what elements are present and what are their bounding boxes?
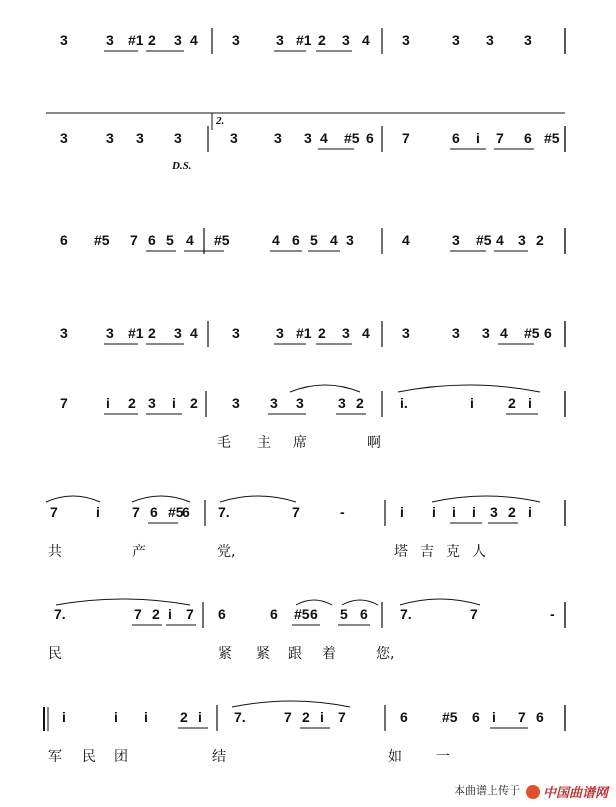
note: 7. (54, 606, 66, 622)
slur (132, 496, 190, 502)
note: i (528, 504, 532, 520)
slur (290, 385, 360, 392)
note: 3 (276, 32, 284, 48)
lyric: 军 (48, 749, 62, 765)
note: 7 (496, 130, 504, 146)
note: 7 (186, 606, 194, 622)
note: 4 (186, 232, 194, 248)
note: 3 (174, 325, 182, 341)
note: i (320, 709, 324, 725)
note: 3 (106, 325, 114, 341)
note: 7 (130, 232, 138, 248)
note: #1 (128, 32, 144, 48)
note: 2 (190, 395, 198, 411)
note: 7. (400, 606, 412, 622)
note: 4 (496, 232, 504, 248)
note: 3 (232, 395, 240, 411)
slur (46, 496, 100, 502)
note: 3 (148, 395, 156, 411)
note: 4 (402, 232, 410, 248)
note: #5 (544, 130, 560, 146)
note: 7 (132, 504, 140, 520)
note: 2 (318, 32, 326, 48)
note: #5 (344, 130, 360, 146)
lyric: 党, (217, 544, 236, 560)
note: 3 (402, 325, 410, 341)
note: 7 (518, 709, 526, 725)
watermark-logo-text: 中国曲谱网 (542, 785, 608, 800)
note: 4 (362, 325, 370, 341)
note: 7 (284, 709, 292, 725)
note: 2 (152, 606, 160, 622)
note: i (470, 395, 474, 411)
note: #5 (524, 325, 540, 341)
slur (232, 701, 350, 707)
note: #5 (168, 504, 184, 520)
note: i (476, 130, 480, 146)
slur (398, 385, 540, 392)
note: 7 (60, 395, 68, 411)
note: 3 (174, 130, 182, 146)
note: 6 (452, 130, 460, 146)
slur (56, 599, 190, 605)
ds-label: D.S. (172, 160, 192, 172)
lyric: 啊 (367, 435, 381, 451)
lyric: 紧 (218, 646, 232, 662)
slur (296, 600, 332, 605)
note: 7 (50, 504, 58, 520)
note: 6 (536, 709, 544, 725)
note: 3 (230, 130, 238, 146)
note: i (400, 504, 404, 520)
note: i (528, 395, 532, 411)
note: #5 (214, 232, 230, 248)
note: 3 (518, 232, 526, 248)
lyric: 人 (472, 544, 486, 560)
note: #5 (476, 232, 492, 248)
note: 3 (60, 32, 68, 48)
note: 4 (500, 325, 508, 341)
note: 5 (340, 606, 348, 622)
note: 4 (272, 232, 280, 248)
note: 3 (60, 325, 68, 341)
lyric: 如 (388, 749, 402, 765)
note: 3 (452, 232, 460, 248)
note: 3 (174, 32, 182, 48)
note: 3 (490, 504, 498, 520)
slur (432, 496, 540, 502)
note: 3 (296, 395, 304, 411)
note: 3 (342, 325, 350, 341)
note: i (432, 504, 436, 520)
note: #5 (294, 606, 310, 622)
note: 3 (106, 130, 114, 146)
note: i (452, 504, 456, 520)
note: i (106, 395, 110, 411)
note: 2 (508, 395, 516, 411)
note: 3 (486, 32, 494, 48)
note: 6 (292, 232, 300, 248)
note: #1 (296, 325, 312, 341)
note: #1 (296, 32, 312, 48)
note: 3 (232, 325, 240, 341)
note: i (62, 709, 66, 725)
note: 6 (400, 709, 408, 725)
lyric: 一 (436, 749, 450, 765)
note: 4 (330, 232, 338, 248)
note: 3 (452, 32, 460, 48)
note: - (340, 504, 345, 520)
note: 2 (128, 395, 136, 411)
note: 3 (304, 130, 312, 146)
lyric: 民 (82, 749, 96, 765)
note: 6 (310, 606, 318, 622)
note: 6 (60, 232, 68, 248)
note: 4 (362, 32, 370, 48)
note: 3 (106, 32, 114, 48)
note: 3 (338, 395, 346, 411)
watermark-text: 本曲谱上传于 (454, 784, 520, 797)
note: 6 (182, 504, 190, 520)
note: 4 (190, 32, 198, 48)
lyric: 民 (48, 646, 62, 662)
note: 3 (452, 325, 460, 341)
slur (342, 600, 378, 605)
lyric: 克 (446, 544, 460, 560)
note: 6 (270, 606, 278, 622)
note: 6 (218, 606, 226, 622)
note: 3 (270, 395, 278, 411)
lyric: 产 (132, 544, 146, 560)
note: 2 (508, 504, 516, 520)
note: #5 (442, 709, 458, 725)
note: 3 (276, 325, 284, 341)
note: 3 (402, 32, 410, 48)
note: 2 (318, 325, 326, 341)
lyric: 主 (257, 435, 271, 451)
note: #1 (128, 325, 144, 341)
logo-icon (526, 785, 540, 799)
note: 3 (60, 130, 68, 146)
slur (220, 496, 296, 502)
lyric: 共 (48, 544, 62, 560)
note: i (492, 709, 496, 725)
note: 2 (180, 709, 188, 725)
note: 3 (136, 130, 144, 146)
note: 7 (470, 606, 478, 622)
note: i (472, 504, 476, 520)
note: 3 (342, 32, 350, 48)
note: 2 (356, 395, 364, 411)
note: #5 (94, 232, 110, 248)
note: 3 (346, 232, 354, 248)
note: 2 (148, 32, 156, 48)
lyric: 着 (322, 646, 336, 662)
note: 2 (536, 232, 544, 248)
lyric: 毛 (217, 435, 231, 451)
note: 3 (482, 325, 490, 341)
note: 7 (338, 709, 346, 725)
note: 4 (320, 130, 328, 146)
note: 6 (360, 606, 368, 622)
lyric: 吉 (420, 544, 434, 560)
note: 4 (190, 325, 198, 341)
note: 7. (218, 504, 230, 520)
watermark-logo (526, 782, 608, 801)
note: 3 (232, 32, 240, 48)
note: 7 (292, 504, 300, 520)
lyric: 跟 (288, 646, 302, 662)
note: i (144, 709, 148, 725)
note: 6 (148, 232, 156, 248)
note: 3 (274, 130, 282, 146)
note: 5 (166, 232, 174, 248)
note: i (172, 395, 176, 411)
note: 7. (234, 709, 246, 725)
note: i. (400, 395, 408, 411)
slur (400, 599, 480, 605)
note: - (550, 606, 555, 622)
lyric: 塔 (394, 544, 408, 560)
note: 7 (402, 130, 410, 146)
lyric: 席 (293, 435, 307, 451)
note: 5 (310, 232, 318, 248)
note: 3 (524, 32, 532, 48)
note: 7 (134, 606, 142, 622)
note: i (198, 709, 202, 725)
lyric: 团 (114, 749, 128, 765)
note: 6 (544, 325, 552, 341)
note: i (168, 606, 172, 622)
note: 2 (302, 709, 310, 725)
note: 6 (366, 130, 374, 146)
lyric: 您, (376, 646, 395, 662)
lyric: 紧 (256, 646, 270, 662)
volta-label: 2. (216, 115, 225, 127)
lyric: 结 (212, 749, 226, 765)
note: 2 (148, 325, 156, 341)
note: 6 (524, 130, 532, 146)
note: 6 (150, 504, 158, 520)
note: 6 (472, 709, 480, 725)
note: i (96, 504, 100, 520)
note: i (114, 709, 118, 725)
